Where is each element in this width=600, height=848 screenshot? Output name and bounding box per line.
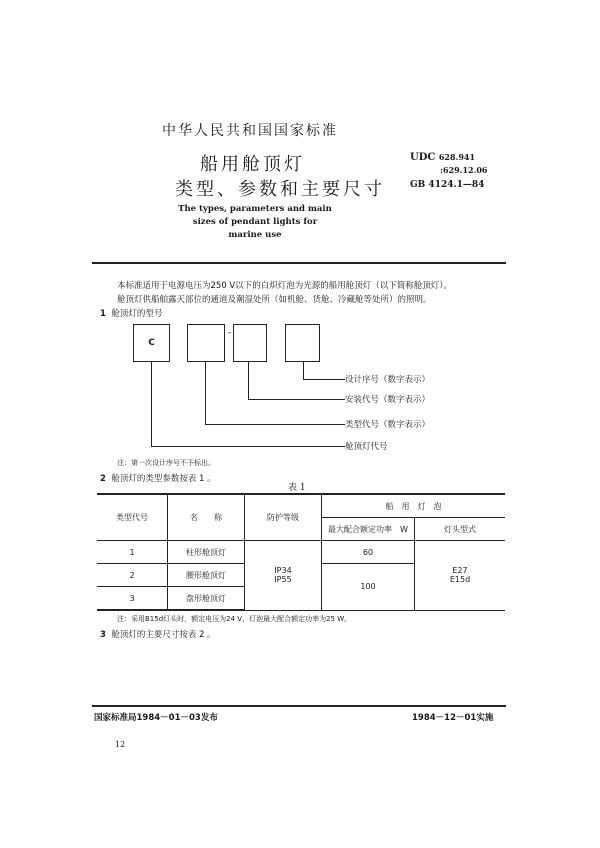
- section1-heading: [100, 307, 162, 319]
- footer-rule: [92, 705, 506, 707]
- connector: [303, 379, 345, 380]
- cell-name: 柱形舱顶灯: [168, 541, 245, 564]
- connector: [151, 446, 345, 447]
- cell-power: 100: [322, 564, 415, 611]
- section-number: 2: [100, 474, 106, 484]
- connector: [205, 362, 206, 424]
- udc-code2: :629.12.06: [440, 165, 488, 175]
- model-box-serial: [285, 324, 320, 362]
- th-cap-type: 灯头型式: [415, 518, 506, 541]
- section1-note: 注：第一次设计序号不予标出。: [117, 459, 215, 467]
- cell-power: 60: [322, 541, 415, 564]
- model-box-type: [187, 324, 225, 362]
- cell-protection: [245, 541, 322, 611]
- label-light-code: 舱顶灯代号: [345, 442, 388, 452]
- intro-p1: 本标准适用于电源电压为250 V以下的白炽灯泡为光源的船用舱顶灯（以下简称舱顶灯）。: [117, 281, 452, 291]
- cap-value: E27: [452, 566, 468, 576]
- page-number: 12: [115, 740, 126, 749]
- issued-date: 国家标准局1984－01－03发布: [94, 713, 218, 723]
- table1-note: 注：采用B15d灯头时，额定电压为24 V，灯泡最大配合额定功率为25 W。: [117, 615, 352, 623]
- section2-heading: [100, 472, 216, 484]
- connector: [205, 424, 345, 425]
- connector: [151, 362, 152, 446]
- cell-name: 腰形舱顶灯: [168, 564, 245, 587]
- th-bulb: 船 用 灯 泡: [322, 494, 506, 518]
- cell-name: 盘形舱顶灯: [168, 587, 245, 611]
- cap-value: E15d: [449, 575, 471, 585]
- table-row: [97, 541, 505, 564]
- th-type-code: 类型代号: [97, 494, 168, 541]
- country-standard: 中华人民共和国国家标准: [162, 123, 338, 139]
- model-box-c: C: [133, 324, 170, 362]
- th-protection: 防护等级: [245, 494, 322, 541]
- udc: [410, 152, 475, 163]
- intro-p2: 舱顶灯供船舶露天部位的通道及潮湿处所（如机舱、货舱、冷藏舱等处所）的照明。: [117, 295, 432, 305]
- connector: [248, 362, 249, 399]
- th-name: 名 称: [168, 494, 245, 541]
- title-line2: 类型、参数和主要尺寸: [175, 179, 385, 200]
- model-dash: -: [228, 328, 232, 338]
- udc-label: UDC: [410, 152, 436, 163]
- section-number: 1: [100, 309, 106, 319]
- gb-number: GB 4124.1—84: [410, 180, 485, 190]
- connector: [303, 362, 304, 379]
- header-rule: [92, 262, 506, 264]
- title-line1: 船用舱顶灯: [200, 154, 305, 175]
- protection-value: IP55: [274, 575, 292, 585]
- english-title: [150, 203, 360, 242]
- english-title-line: The types, parameters and main: [178, 204, 332, 214]
- cell-code: 2: [97, 564, 168, 587]
- cell-code: 3: [97, 587, 168, 611]
- cell-caps: [415, 541, 506, 611]
- section-title: 舱顶灯的型号: [111, 309, 163, 319]
- udc-code1: 628.941: [438, 152, 476, 162]
- label-install: 安装代号（数字表示）: [345, 395, 431, 405]
- english-title-line: marine use: [228, 230, 282, 240]
- protection-value: IP34: [274, 566, 292, 576]
- label-serial: 设计序号（数字表示）: [345, 375, 431, 385]
- implemented-date: 1984－12－01实施: [412, 713, 494, 723]
- section-number: 3: [100, 630, 106, 640]
- table1: [97, 493, 505, 611]
- cell-code: 1: [97, 541, 168, 564]
- section-title: 舱顶灯的主要尺寸按表 2 。: [111, 630, 216, 640]
- label-type: 类型代号（数字表示）: [345, 420, 431, 430]
- english-title-line: sizes of pendant lights for: [192, 217, 318, 227]
- model-box-install: [233, 324, 267, 362]
- section3-heading: [100, 628, 216, 640]
- th-max-power: 最大配合额定功率 W: [322, 518, 415, 541]
- section-title: 舱顶灯的类型参数按表 1 。: [111, 474, 216, 484]
- connector: [248, 399, 345, 400]
- table1-caption: 表 1: [288, 483, 306, 493]
